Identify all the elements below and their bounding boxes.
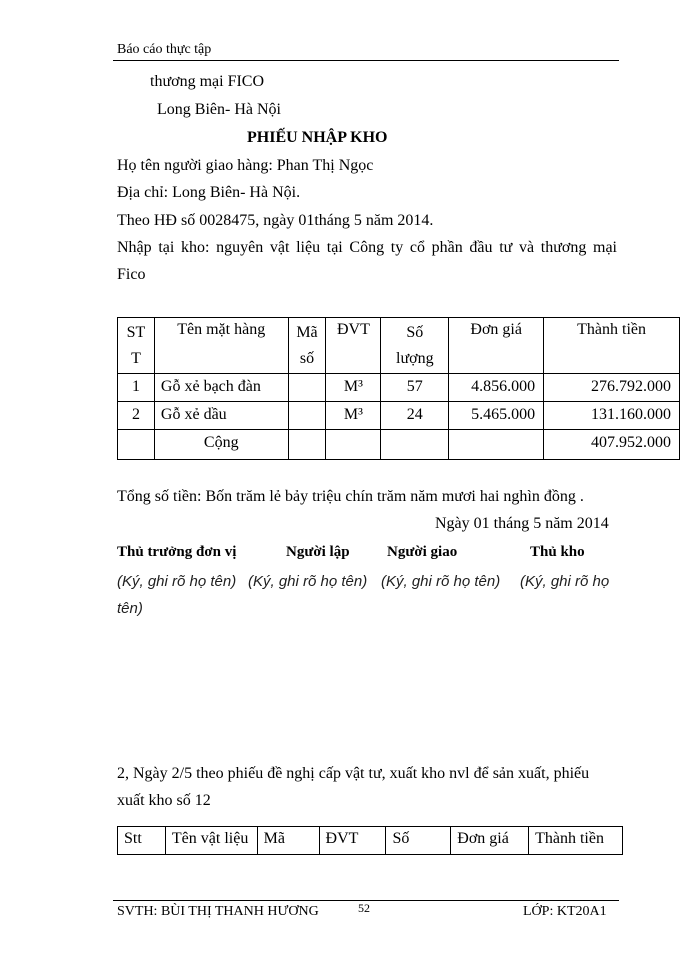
row-stt: 1 xyxy=(118,374,155,402)
receipt-table xyxy=(117,317,680,460)
header-code-1: Mã xyxy=(296,324,318,341)
page-number: 52 xyxy=(358,901,370,915)
col2-name: Tên vật liệu xyxy=(165,827,257,855)
signature-storekeeper: Thủ kho xyxy=(530,544,585,560)
table2-header-row xyxy=(118,827,623,855)
header-code-2: số xyxy=(299,350,315,367)
total-empty-code xyxy=(288,430,326,460)
address-detail: Địa chỉ: Long Biên- Hà Nội. xyxy=(117,184,301,201)
col-unit: ĐVT xyxy=(326,318,381,374)
table-header-row xyxy=(118,318,680,374)
footer-student: SVTH: BÙI THỊ THANH HƯƠNG xyxy=(117,904,319,919)
col-name: Tên mặt hàng xyxy=(154,318,288,374)
row-unit: M³ xyxy=(326,402,381,430)
contract-line: Theo HĐ số 0028475, ngày 01tháng 5 năm 2014. xyxy=(117,212,434,229)
signature-unit-head: Thủ trưởng đơn vị xyxy=(117,544,237,560)
row-price: 5.465.000 xyxy=(449,402,544,430)
total-empty-qty xyxy=(381,430,449,460)
header-stt-1: ST xyxy=(126,324,146,341)
row-amount: 276.792.000 xyxy=(544,374,680,402)
col-code xyxy=(288,318,326,374)
sign-note-4b: tên) xyxy=(117,600,143,617)
row-stt: 2 xyxy=(118,402,155,430)
row-qty: 24 xyxy=(381,402,449,430)
col2-code: Mã xyxy=(257,827,319,855)
col2-unit: ĐVT xyxy=(319,827,386,855)
header-qty-1: Số xyxy=(406,324,424,341)
row-qty: 57 xyxy=(381,374,449,402)
issue-table xyxy=(117,826,623,855)
warehouse-line-2: Fico xyxy=(117,266,146,283)
row-price: 4.856.000 xyxy=(449,374,544,402)
address-line: Long Biên- Hà Nội xyxy=(157,101,281,118)
header-qty-2: lượng xyxy=(396,350,434,367)
document-date: Ngày 01 tháng 5 năm 2014 xyxy=(435,515,609,532)
col-stt xyxy=(118,318,155,374)
row-code xyxy=(288,374,326,402)
header-rule xyxy=(113,60,619,61)
total-label: Cộng xyxy=(154,430,288,460)
row-unit: M³ xyxy=(326,374,381,402)
row-name: Gỗ xẻ dầu xyxy=(154,402,288,430)
col2-price: Đơn giá xyxy=(451,827,529,855)
col2-amount: Thành tiền xyxy=(529,827,623,855)
sign-note-2: (Ký, ghi rõ họ tên) xyxy=(248,573,368,590)
col2-stt: Stt xyxy=(118,827,166,855)
row-amount: 131.160.000 xyxy=(544,402,680,430)
total-empty-unit xyxy=(326,430,381,460)
signature-deliverer: Người giao xyxy=(387,544,458,560)
header-stt-2: T xyxy=(131,350,141,367)
col-price: Đơn giá xyxy=(449,318,544,374)
row-code xyxy=(288,402,326,430)
col-qty xyxy=(381,318,449,374)
form-title: PHIẾU NHẬP KHO xyxy=(247,129,388,146)
sign-note-3: (Ký, ghi rõ họ tên) xyxy=(381,573,501,590)
signature-preparer: Người lập xyxy=(286,544,350,560)
col2-qty: Số xyxy=(386,827,451,855)
total-empty-stt xyxy=(118,430,155,460)
footer-class: LỚP: KT20A1 xyxy=(523,904,607,919)
section2-line-2: xuất kho số 12 xyxy=(117,792,211,809)
table-total-row xyxy=(118,430,680,460)
total-amount: 407.952.000 xyxy=(544,430,680,460)
table-row xyxy=(118,402,680,430)
warehouse-line-1: Nhập tại kho: nguyên vật liệu tại Công ty cổ phần đầu tư và thương mại xyxy=(117,239,617,256)
row-name: Gỗ xẻ bạch đàn xyxy=(154,374,288,402)
total-empty-price xyxy=(449,430,544,460)
running-header: Báo cáo thực tập xyxy=(117,42,212,57)
table-row xyxy=(118,374,680,402)
sign-note-1: (Ký, ghi rõ họ tên) xyxy=(117,573,237,590)
deliverer-line: Họ tên người giao hàng: Phan Thị Ngọc xyxy=(117,157,374,174)
total-in-words: Tổng số tiền: Bốn trăm lẻ bảy triệu chín trăm năm mươi hai nghìn đồng . xyxy=(117,488,584,505)
section2-line-1: 2, Ngày 2/5 theo phiếu đề nghị cấp vật tư, xuất kho nvl để sản xuất, phiếu xyxy=(117,765,590,782)
sign-note-4a: (Ký, ghi rõ họ xyxy=(520,573,610,590)
company-line: thương mại FICO xyxy=(150,73,265,90)
col-amount: Thành tiền xyxy=(544,318,680,374)
